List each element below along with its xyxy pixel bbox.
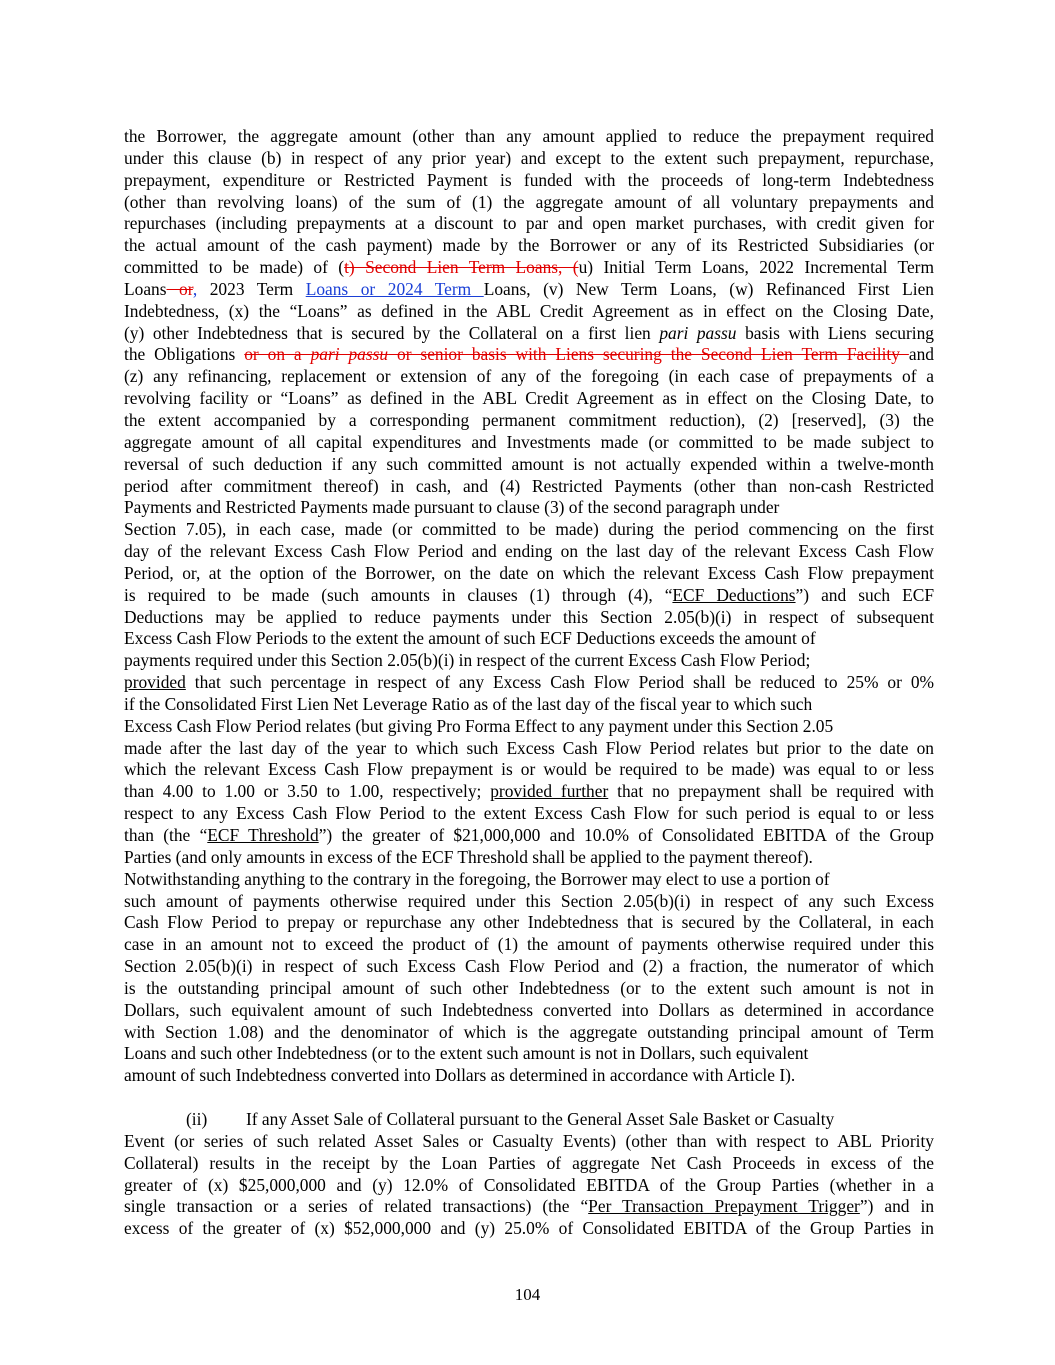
deleted-text: t) Second Lien Term Loans, ( [344,257,579,278]
text-line: Loans and such other Indebtedness (or to the extent such amount is not in Dollars, such equivalent [124,1043,809,1064]
text-line [124,1196,934,1218]
text-line: amount of such Indebtedness converted into Dollars as determined in accordance with Article I). [124,1065,796,1086]
text-line: Dollars, such equivalent amount of such Indebtedness converted into Dollars as determined in accordance [124,999,934,1020]
text-line: (z) any refinancing, replacement or extension of any of the foregoing (in each case of prepayments of a [124,366,934,387]
text-line [124,323,934,345]
text-run: Loans [124,278,167,299]
text-line: Cash Flow Period to prepay or repurchase any other Indebtedness that is secured by the Collateral, in each [124,912,934,933]
defined-term: ECF Threshold [207,825,319,845]
text-run: the Obligations [124,344,245,365]
text-line [124,825,934,847]
text-line [124,585,934,607]
defined-term: Per Transaction Prepayment Trigger [588,1196,860,1217]
text-line: with Section 1.08) and the denominator of which is the aggregate outstanding principal amount of Term [124,1021,934,1042]
text-line: payments required under this Section 2.05(b)(i) in respect of the current Excess Cash Flow Period; [124,650,811,671]
text-line: the actual amount of the cash payment) made by the Borrower or any of its Restricted Subsidiaries (or [124,235,934,256]
inserted-text: Loans or 2024 Term [305,278,484,299]
deleted-text: or on a [244,344,311,365]
text-line: revolving facility or “Loans” as defined in the ABL Credit Agreement as in effect on the Closing Date, to [124,388,934,409]
text-run: basis with Liens securing [736,322,935,343]
deleted-text: or [166,278,193,299]
text-line: the Borrower, the aggregate amount (other than any amount applied to reduce the prepayment required [124,126,934,146]
text-line: is the outstanding principal amount of such other Indebtedness (or to the extent such amount is not in [124,977,934,998]
deleted-italic-text: pari passu [310,344,389,365]
text-run: is required to be made (such amounts in clauses (1) through (4), “ [124,584,673,605]
text-line: Deductions may be applied to reduce payments under this Section 2.05(b)(i) in respect of subsequent [124,606,934,627]
text-line: Excess Cash Flow Period relates (but giving Pro Forma Effect to any payment under this Section 2.05 [124,715,834,736]
text-run: If any Asset Sale of Collateral pursuant to the General Asset Sale Basket or Casualty [246,1108,835,1129]
text-line: if the Consolidated First Lien Net Leverage Ratio as of the last day of the fiscal year to which such [124,693,813,714]
text-line: Excess Cash Flow Periods to the extent the amount of such ECF Deductions exceeds the amount of [124,628,816,649]
text-run: ”) and in [859,1196,935,1217]
defined-term: ECF Deductions [672,584,796,605]
text-line: prepayment, expenditure or Restricted Payment is funded with the proceeds of long-term Indebtedness [124,169,934,190]
text-line: Notwithstanding anything to the contrary in the foregoing, the Borrower may elect to use a portion of [124,868,830,889]
body-text [124,126,934,1240]
deleted-text: or senior basis with Liens securing the Second Lien Term Facility [388,344,909,365]
text-run: that such percentage in respect of any Excess Cash Flow Period shall be reduced to 25% or 0% [185,672,934,693]
text-run: 2023 Term [197,278,306,299]
text-line: period after commitment thereof) in cash, and (4) Restricted Payments (other than non-cash Restricted [124,475,934,496]
defined-term: provided [124,672,186,693]
text-line [124,1109,934,1131]
text-line: the extent accompanied by a corresponding permanent commitment reduction), (2) [reserved], (3) the [124,409,934,430]
text-line: repurchases (including prepayments at a discount to par and open market purchases, with credit given for [124,213,934,234]
text-line: Section 7.05), in each case, made (or committed to be made) during the period commencing on the first [124,519,934,540]
inserted-text: , [192,278,198,299]
text-line: greater of (x) $25,000,000 and (y) 12.0% of Consolidated EBITDA of the Group Parties (whether in a [124,1174,934,1195]
text-run: and [908,344,934,365]
text-line: Section 2.05(b)(i) in respect of such Excess Cash Flow Period and (2) a fraction, the numerator of which [124,956,934,977]
text-run: u) Initial Term Loans, 2022 Incremental Term [578,257,934,278]
text-run: than 4.00 to 1.00 or 3.50 to 1.00, respectively; [124,781,491,802]
text-line: such amount of payments otherwise required under this Section 2.05(b)(i) in respect of any such Excess [124,890,934,911]
text-line: excess of the greater of (x) $52,000,000 and (y) 25.0% of Consolidated EBITDA of the Group Parties in [124,1218,934,1239]
text-run: Loans, (v) New Term Loans, (w) Refinanced First Lien [483,278,934,299]
text-line [124,781,934,803]
text-line: under this clause (b) in respect of any prior year) and except to the extent such prepayment, repurchase, [124,147,934,168]
text-line [124,344,934,366]
text-run: than (the “ [124,825,208,845]
text-line: (other than revolving loans) of the sum of (1) the aggregate amount of all voluntary prepayments and [124,191,934,212]
text-run: single transaction or a series of related transactions) (the “ [124,1196,589,1217]
text-line: Parties (and only amounts in excess of the ECF Threshold shall be applied to the payment thereof). [124,846,813,867]
text-line: reversal of such deduction if any such committed amount is not actually expended within a twelve-month [124,453,934,474]
text-line: respect to any Excess Cash Flow Period to the extent Excess Cash Flow for such period is equal to or less [124,803,934,824]
text-line [124,257,934,279]
text-run: ”) and such ECF [795,584,934,605]
text-line: aggregate amount of all capital expenditures and Investments made (or committed to be made subject to [124,431,934,452]
page-number: 104 [514,1285,541,1304]
text-line: made after the last day of the year to which such Excess Cash Flow Period relates but prior to the date on [124,737,934,758]
text-line [124,672,934,694]
text-line [124,279,934,301]
text-line: Event (or series of such related Asset Sales or Casualty Events) (other than with respect to ABL Priority [124,1130,934,1151]
defined-term: provided further [490,781,609,802]
list-number: (ii) [186,1108,208,1129]
italic-text: pari passu [659,322,737,343]
text-line: case in an amount not to exceed the product of (1) the amount of payments otherwise required under this [124,934,934,955]
text-line: Indebtedness, (x) the “Loans” as defined in the ABL Credit Agreement as in effect on the Closing Date, [124,300,934,321]
text-line: day of the relevant Excess Cash Flow Period and ending on the last day of the relevant Excess Cash Flow [124,541,934,562]
text-run: that no prepayment shall be required with [608,781,935,802]
text-run: committed to be made) of ( [124,257,345,278]
text-line: Payments and Restricted Payments made pursuant to clause (3) of the second paragraph under [124,497,780,518]
text-line: which the relevant Excess Cash Flow prepayment is or would be required to be made) was equal to or less [124,759,934,780]
text-run: ”) the greater of $21,000,000 and 10.0% of Consolidated EBITDA of the Group [318,825,934,845]
text-run: (y) other Indebtedness that is secured by the Collateral on a first lien [124,322,660,343]
text-line: Period, or, at the option of the Borrower, on the date on which the relevant Excess Cash Flow prepayment [124,562,934,583]
paragraph-gap [124,1087,934,1109]
text-line: Collateral) results in the receipt by the Loan Parties of aggregate Net Cash Proceeds in excess of the [124,1152,934,1173]
